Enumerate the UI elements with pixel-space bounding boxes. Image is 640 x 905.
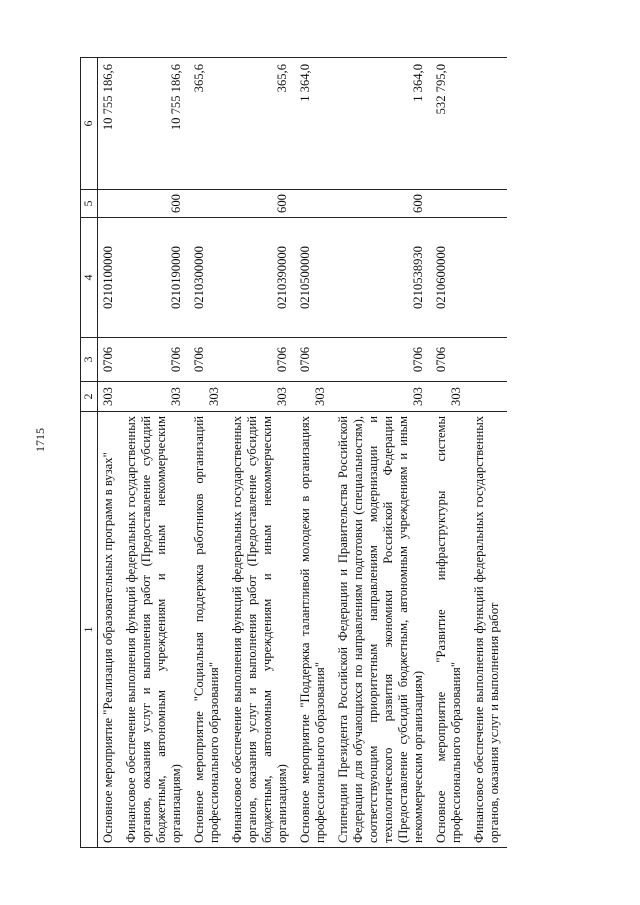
row-code: 303 xyxy=(295,382,333,412)
row-code xyxy=(469,382,507,412)
row-name: Основное мероприятие "Развитие инфраструктуры системы профессионального образования" xyxy=(431,412,469,848)
row-code: 303 xyxy=(333,382,431,412)
row-section: 0706 xyxy=(333,338,431,382)
row-type xyxy=(295,190,333,218)
row-amount: 1 364,0 xyxy=(333,58,431,190)
row-name: Стипендии Президента Российской Федерации и Правительства Российской Федерации для обучающихся по направлениям подготовки (специальностям), соответствующим приоритетным направлениям модернизации и технологического развития экономики Российской Федерации (Предоставление субсидий бюджетным, автономным учреждениям и иным некоммерческим организациям) xyxy=(333,412,431,848)
row-type xyxy=(469,190,507,218)
row-name: Основное мероприятие "Социальная поддержка работников организаций профессионального образования" xyxy=(189,412,227,848)
row-code: 303 xyxy=(431,382,469,412)
row-section: 0706 xyxy=(98,338,122,382)
header-row xyxy=(81,58,98,848)
row-section: 0706 xyxy=(431,338,469,382)
row-amount: 10 755 186,6 xyxy=(121,58,189,190)
row-amount: 10 755 186,6 xyxy=(98,58,122,190)
row-name: Финансовое обеспечение выполнения функций федеральных государственных органов, оказания услуг и выполнения работ xyxy=(469,412,507,848)
header-type: 5 xyxy=(81,190,98,218)
row-type xyxy=(98,190,122,218)
row-type xyxy=(189,190,227,218)
table-row xyxy=(431,58,469,848)
row-code: 303 xyxy=(98,382,122,412)
row-target: 0210100000 xyxy=(98,218,122,338)
row-name: Основное мероприятие "Поддержка талантливой молодежи в организациях профессионального образования" xyxy=(295,412,333,848)
row-target: 0210300000 xyxy=(189,218,227,338)
row-target: 0210190000 xyxy=(121,218,189,338)
row-section: 0706 xyxy=(227,338,295,382)
row-section xyxy=(469,338,507,382)
header-section: 3 xyxy=(81,338,98,382)
row-target xyxy=(469,218,507,338)
row-amount: 1 364,0 xyxy=(295,58,333,190)
table-row xyxy=(469,58,507,848)
row-amount: 365,6 xyxy=(189,58,227,190)
row-amount: 365,6 xyxy=(227,58,295,190)
row-amount xyxy=(469,58,507,190)
row-code: 303 xyxy=(227,382,295,412)
table-row xyxy=(98,58,122,848)
row-section: 0706 xyxy=(295,338,333,382)
row-target: 0210390000 xyxy=(227,218,295,338)
row-target: 0210500000 xyxy=(295,218,333,338)
row-code: 303 xyxy=(189,382,227,412)
table-row xyxy=(295,58,333,848)
table-row xyxy=(333,58,431,848)
row-type: 600 xyxy=(121,190,189,218)
header-name: 1 xyxy=(81,412,98,848)
row-target: 0210538930 xyxy=(333,218,431,338)
row-amount: 532 795,0 xyxy=(431,58,469,190)
row-name: Основное мероприятие "Реализация образовательных программ в вузах" xyxy=(98,412,122,848)
row-section: 0706 xyxy=(121,338,189,382)
row-name: Финансовое обеспечение выполнения функций федеральных государственных органов, оказания услуг и выполнения работ (Предоставление субсидий бюджетным, автономным учреждениям и иным некоммерческим организациям) xyxy=(227,412,295,848)
page-number: 1715 xyxy=(33,428,47,452)
row-code: 303 xyxy=(121,382,189,412)
table-row xyxy=(121,58,189,848)
table-row xyxy=(227,58,295,848)
row-type: 600 xyxy=(333,190,431,218)
budget-table xyxy=(80,57,507,848)
rotated-page xyxy=(80,58,640,848)
row-name: Финансовое обеспечение выполнения функций федеральных государственных органов, оказания услуг и выполнения работ (Предоставление субсидий бюджетным, автономным учреждениям и иным некоммерческим организациям) xyxy=(121,412,189,848)
header-target: 4 xyxy=(81,218,98,338)
row-type: 600 xyxy=(227,190,295,218)
header-amount: 6 xyxy=(81,58,98,190)
row-section: 0706 xyxy=(189,338,227,382)
row-target: 0210600000 xyxy=(431,218,469,338)
table-row xyxy=(189,58,227,848)
header-code: 2 xyxy=(81,382,98,412)
row-type xyxy=(431,190,469,218)
